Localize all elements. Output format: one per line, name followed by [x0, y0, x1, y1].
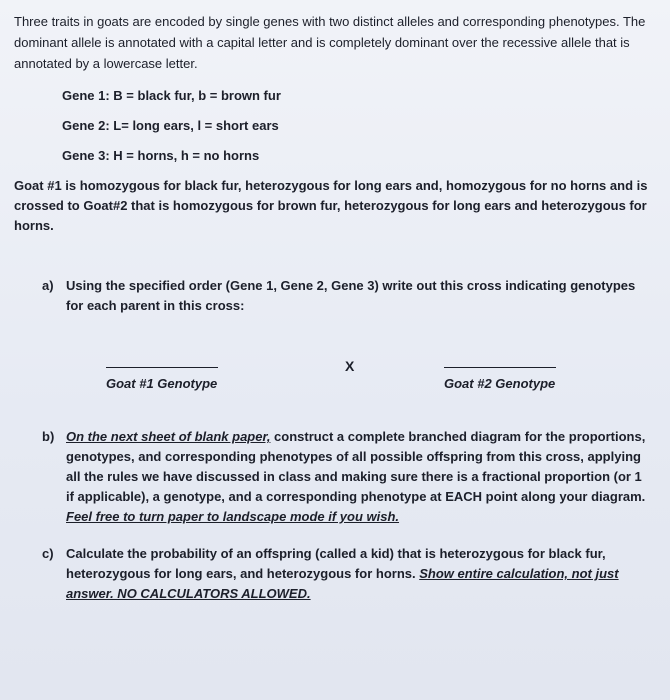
gene-1-definition: Gene 1: B = black fur, b = brown fur	[62, 88, 281, 103]
question-b-letter: b)	[42, 429, 55, 444]
question-b-underlined-start: On the next sheet of blank paper,	[66, 429, 271, 444]
cross-symbol: X	[345, 358, 355, 374]
goat-2-genotype-label: Goat #2 Genotype	[444, 376, 556, 391]
question-c-instructions: Calculate the probability of an offspring (called a kid) that is heterozygous for black fur, heterozygous for long ears, and heterozygous for horns.	[66, 546, 606, 581]
question-a	[42, 276, 647, 316]
goat-1-genotype-label: Goat #1 Genotype	[106, 376, 218, 391]
intro-paragraph: Three traits in goats are encoded by single genes with two distinct alleles and corresponding phenotypes. The dominant allele is annotated with a capital letter and is completely dominant over the recessive allele that is annotated by a lowercase letter.	[14, 14, 646, 71]
question-c-underlined-end: Show entire calculation, not just answer. NO CALCULATORS ALLOWED.	[66, 566, 619, 601]
question-b	[42, 427, 647, 527]
gene-3-definition: Gene 3: H = horns, h = no horns	[62, 148, 260, 163]
gene-2-definition: Gene 2: L= long ears, l = short ears	[62, 118, 279, 133]
question-b-instructions: construct a complete branched diagram for the proportions, genotypes, and corresponding phenotypes of all possible offspring from this cross, applying all the rules we have discussed in class and making sure there is a fractional proportion (or 1 if applicable), a genotype, and a corresponding phenotype at EACH point along your diagram.	[66, 429, 646, 504]
goat-1-answer-line[interactable]	[106, 367, 218, 368]
question-c-text	[66, 544, 647, 604]
question-c-letter: c)	[42, 546, 54, 561]
question-a-text: Using the specified order (Gene 1, Gene 2, Gene 3) write out this cross indicating genotypes for each parent in this cross:	[66, 278, 636, 313]
question-a-letter: a)	[42, 278, 54, 293]
question-b-underlined-end: Feel free to turn paper to landscape mode if you wish.	[66, 509, 400, 524]
goat-2-answer-line[interactable]	[444, 367, 556, 368]
goat-description: Goat #1 is homozygous for black fur, heterozygous for long ears and, homozygous for no horns and is crossed to Goat#2 that is homozygous for brown fur, heterozygous for long ears and heterozygous for horns.	[14, 178, 648, 233]
question-c	[42, 544, 647, 604]
question-b-text	[66, 427, 647, 527]
